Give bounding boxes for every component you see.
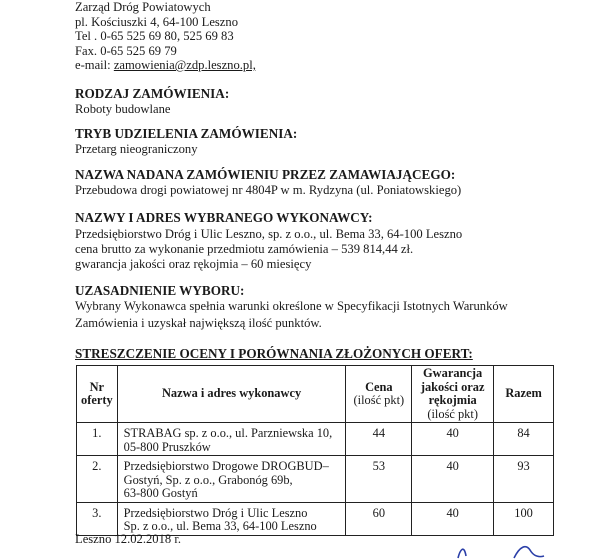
table-row — [77, 423, 554, 456]
uzasadnienie-title: UZASADNIENIE WYBORU: — [75, 283, 245, 298]
row-razem: 93 — [494, 456, 554, 503]
header-nr-line2: oferty — [81, 393, 113, 407]
rodzaj-title: RODZAJ ZAMÓWIENIA: — [75, 86, 230, 101]
row-cena: 60 — [346, 502, 412, 535]
header-cena-line2: (ilość pkt) — [353, 393, 405, 407]
header-cena-line1: Cena — [365, 379, 393, 394]
rodzaj-value: Roboty budowlane — [75, 102, 171, 116]
streszczenie-title: STRESZCZENIE OCENY I PORÓWNANIA ZŁOŻONYCH OFERT: — [75, 346, 473, 361]
table-header-row — [77, 366, 554, 423]
header-name: Nazwa i adres wykonawcy — [117, 366, 346, 423]
row-gwarancja: 40 — [412, 456, 494, 503]
uzasadnienie-line1: Wybrany Wykonawca spełnia warunki określone w Specyfikacji Istotnych Warunków — [75, 299, 508, 313]
header-nr — [77, 366, 118, 423]
header-cena — [346, 366, 412, 423]
row-name-line1: Przedsiębiorstwo Drogowe DROGBUD– — [123, 459, 329, 473]
nazwa-title: NAZWA NADANA ZAMÓWIENIU PRZEZ ZAMAWIAJĄCEGO: — [75, 167, 456, 182]
header-gw-line2: jakości oraz — [420, 379, 485, 394]
row-nr: 2. — [77, 456, 118, 503]
row-name-line3: 63-800 Gostyń — [123, 486, 198, 500]
header-gw-line3: rękojmia — [428, 393, 477, 407]
row-name — [117, 423, 346, 456]
row-name — [117, 456, 346, 503]
row-razem: 100 — [494, 502, 554, 535]
tryb-value: Przetarg nieograniczony — [75, 142, 198, 156]
nazwa-value: Przebudowa drogi powiatowej nr 4804P w m. Rydzyna (ul. Poniatowskiego) — [75, 183, 462, 197]
row-nr: 1. — [77, 423, 118, 456]
email-link[interactable]: zamowienia@zdp.leszno.pl, — [113, 58, 256, 72]
header-gwarancja — [412, 366, 494, 423]
table-row — [77, 502, 554, 535]
row-cena: 53 — [346, 456, 412, 503]
email-label: e-mail: — [75, 58, 114, 72]
offers-table — [76, 365, 554, 536]
org-email-row — [75, 58, 256, 72]
row-gwarancja: 40 — [412, 423, 494, 456]
row-name — [117, 502, 346, 535]
row-cena: 44 — [346, 423, 412, 456]
wykonawca-title: NAZWY I ADRES WYBRANEGO WYKONAWCY: — [75, 210, 373, 225]
uzasadnienie-line2: Zamówienia i uzyskał największą ilość punktów. — [75, 316, 322, 330]
org-name: Zarząd Dróg Powiatowych — [75, 0, 211, 14]
row-name-line2: Sp. z o.o., ul. Bema 33, 64-100 Leszno — [123, 519, 317, 533]
table-row — [77, 456, 554, 503]
org-address: pl. Kościuszki 4, 64-100 Leszno — [75, 15, 238, 29]
tryb-title: TRYB UDZIELENIA ZAMÓWIENIA: — [75, 126, 298, 141]
wykonawca-line1: Przedsiębiorstwo Dróg i Ulic Leszno, sp. z o.o., ul. Bema 33, 64-100 Leszno — [75, 227, 463, 241]
signature-mark — [440, 536, 550, 560]
header-gw-line1: Gwarancja — [423, 366, 483, 380]
header-gw-line4: (ilość pkt) — [427, 406, 478, 421]
wykonawca-line2: cena brutto za wykonanie przedmiotu zamówienia – 539 814,44 zł. — [75, 242, 414, 256]
row-name-line1: STRABAG sp. z o.o., ul. Parzniewska 10, — [123, 426, 333, 440]
row-name-line1: Przedsiębiorstwo Dróg i Ulic Leszno — [123, 505, 308, 520]
org-fax: Fax. 0-65 525 69 79 — [75, 44, 177, 58]
row-gwarancja: 40 — [412, 502, 494, 535]
org-phone: Tel . 0-65 525 69 80, 525 69 83 — [75, 29, 234, 43]
header-nr-line1: Nr — [89, 379, 105, 394]
row-name-line2: Gostyń, Sp. z o.o., Grabonóg 69b, — [123, 472, 293, 487]
row-razem: 84 — [494, 423, 554, 456]
header-razem: Razem — [494, 366, 554, 423]
row-name-line2: 05-800 Pruszków — [123, 439, 211, 454]
footer-date: Leszno 12.02.2018 r. — [75, 532, 181, 546]
wykonawca-line3: gwarancja jakości oraz rękojmia – 60 miesięcy — [75, 257, 312, 271]
row-nr: 3. — [77, 502, 118, 535]
